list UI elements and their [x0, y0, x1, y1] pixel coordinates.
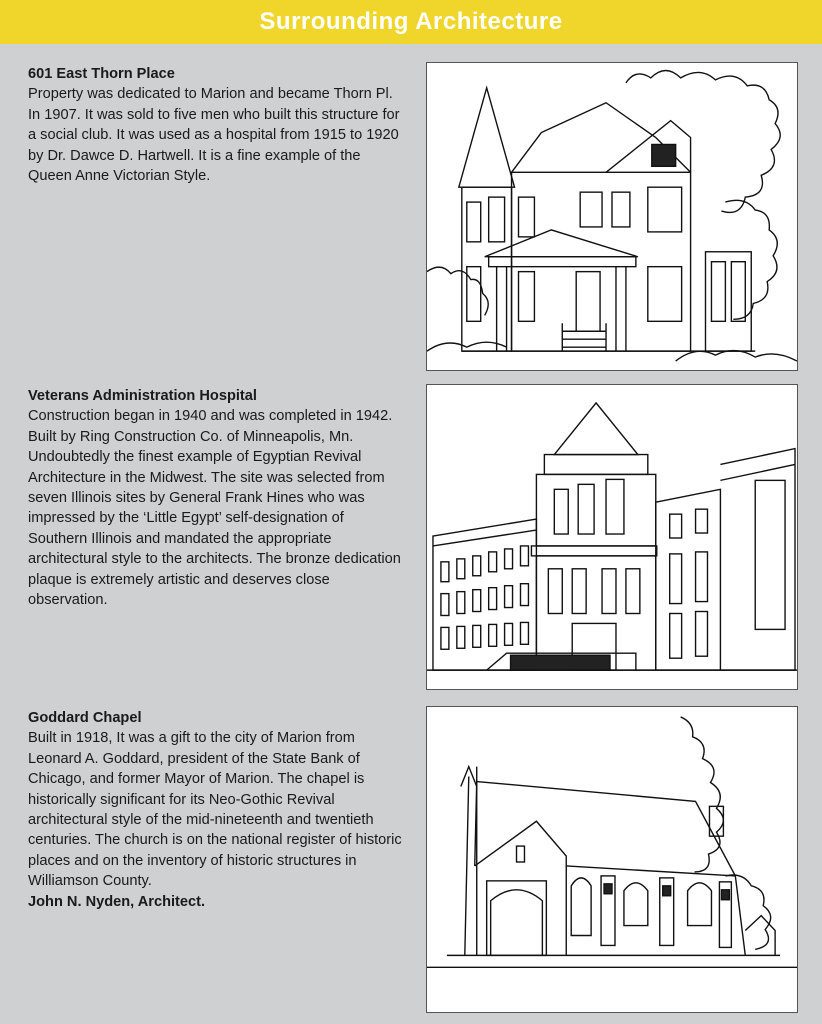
- section-title: 601 East Thorn Place: [28, 66, 175, 82]
- va-hospital-illustration: [426, 384, 798, 690]
- section-body: Construction began in 1940 and was completed in 1942. Built by Ring Construction Co. of Minneapolis, Mn. Undoubtedly the finest example of Egyptian Revival Architecture in the Midwest. The site was selected from seven Illinois sites by General Frank Hines who was impressed by the ‘Little Egypt’ self-designation of Southern Illinois and mandated the appropriate architectural style to the architects. The bronze dedication plaque is extremely artistic and deserves close observation.: [28, 408, 401, 609]
- section-goddard-chapel: [28, 708, 403, 912]
- section-va-hospital: [28, 386, 403, 610]
- goddard-chapel-illustration: [426, 706, 798, 1013]
- section-title: Goddard Chapel: [28, 710, 142, 726]
- section-body: Property was dedicated to Marion and became Thorn Pl. In 1907. It was sold to five men who built this structure for a social club. It was used as a hospital from 1915 to 1920 by Dr. Dawce D. Hartwell. It is a fine example of the Queen Anne Victorian Style.: [28, 86, 400, 185]
- thorn-place-illustration: [426, 62, 798, 371]
- section-thorn-place: [28, 64, 403, 186]
- page-header: [0, 0, 822, 44]
- section-title: Veterans Administration Hospital: [28, 388, 257, 404]
- section-body: Built in 1918, It was a gift to the city of Marion from Leonard A. Goddard, president of the State Bank of Chicago, and former Mayor of Marion. The chapel is historically significant for its Neo-Gothic Revival architectural style of the mid-nineteenth and twentieth centuries. The church is on the national register of historic places and on the inventory of historic structures in Williamson County.: [28, 730, 402, 890]
- page-title: Surrounding Architecture: [259, 8, 563, 35]
- architect-credit: John N. Nyden, Architect.: [28, 893, 206, 910]
